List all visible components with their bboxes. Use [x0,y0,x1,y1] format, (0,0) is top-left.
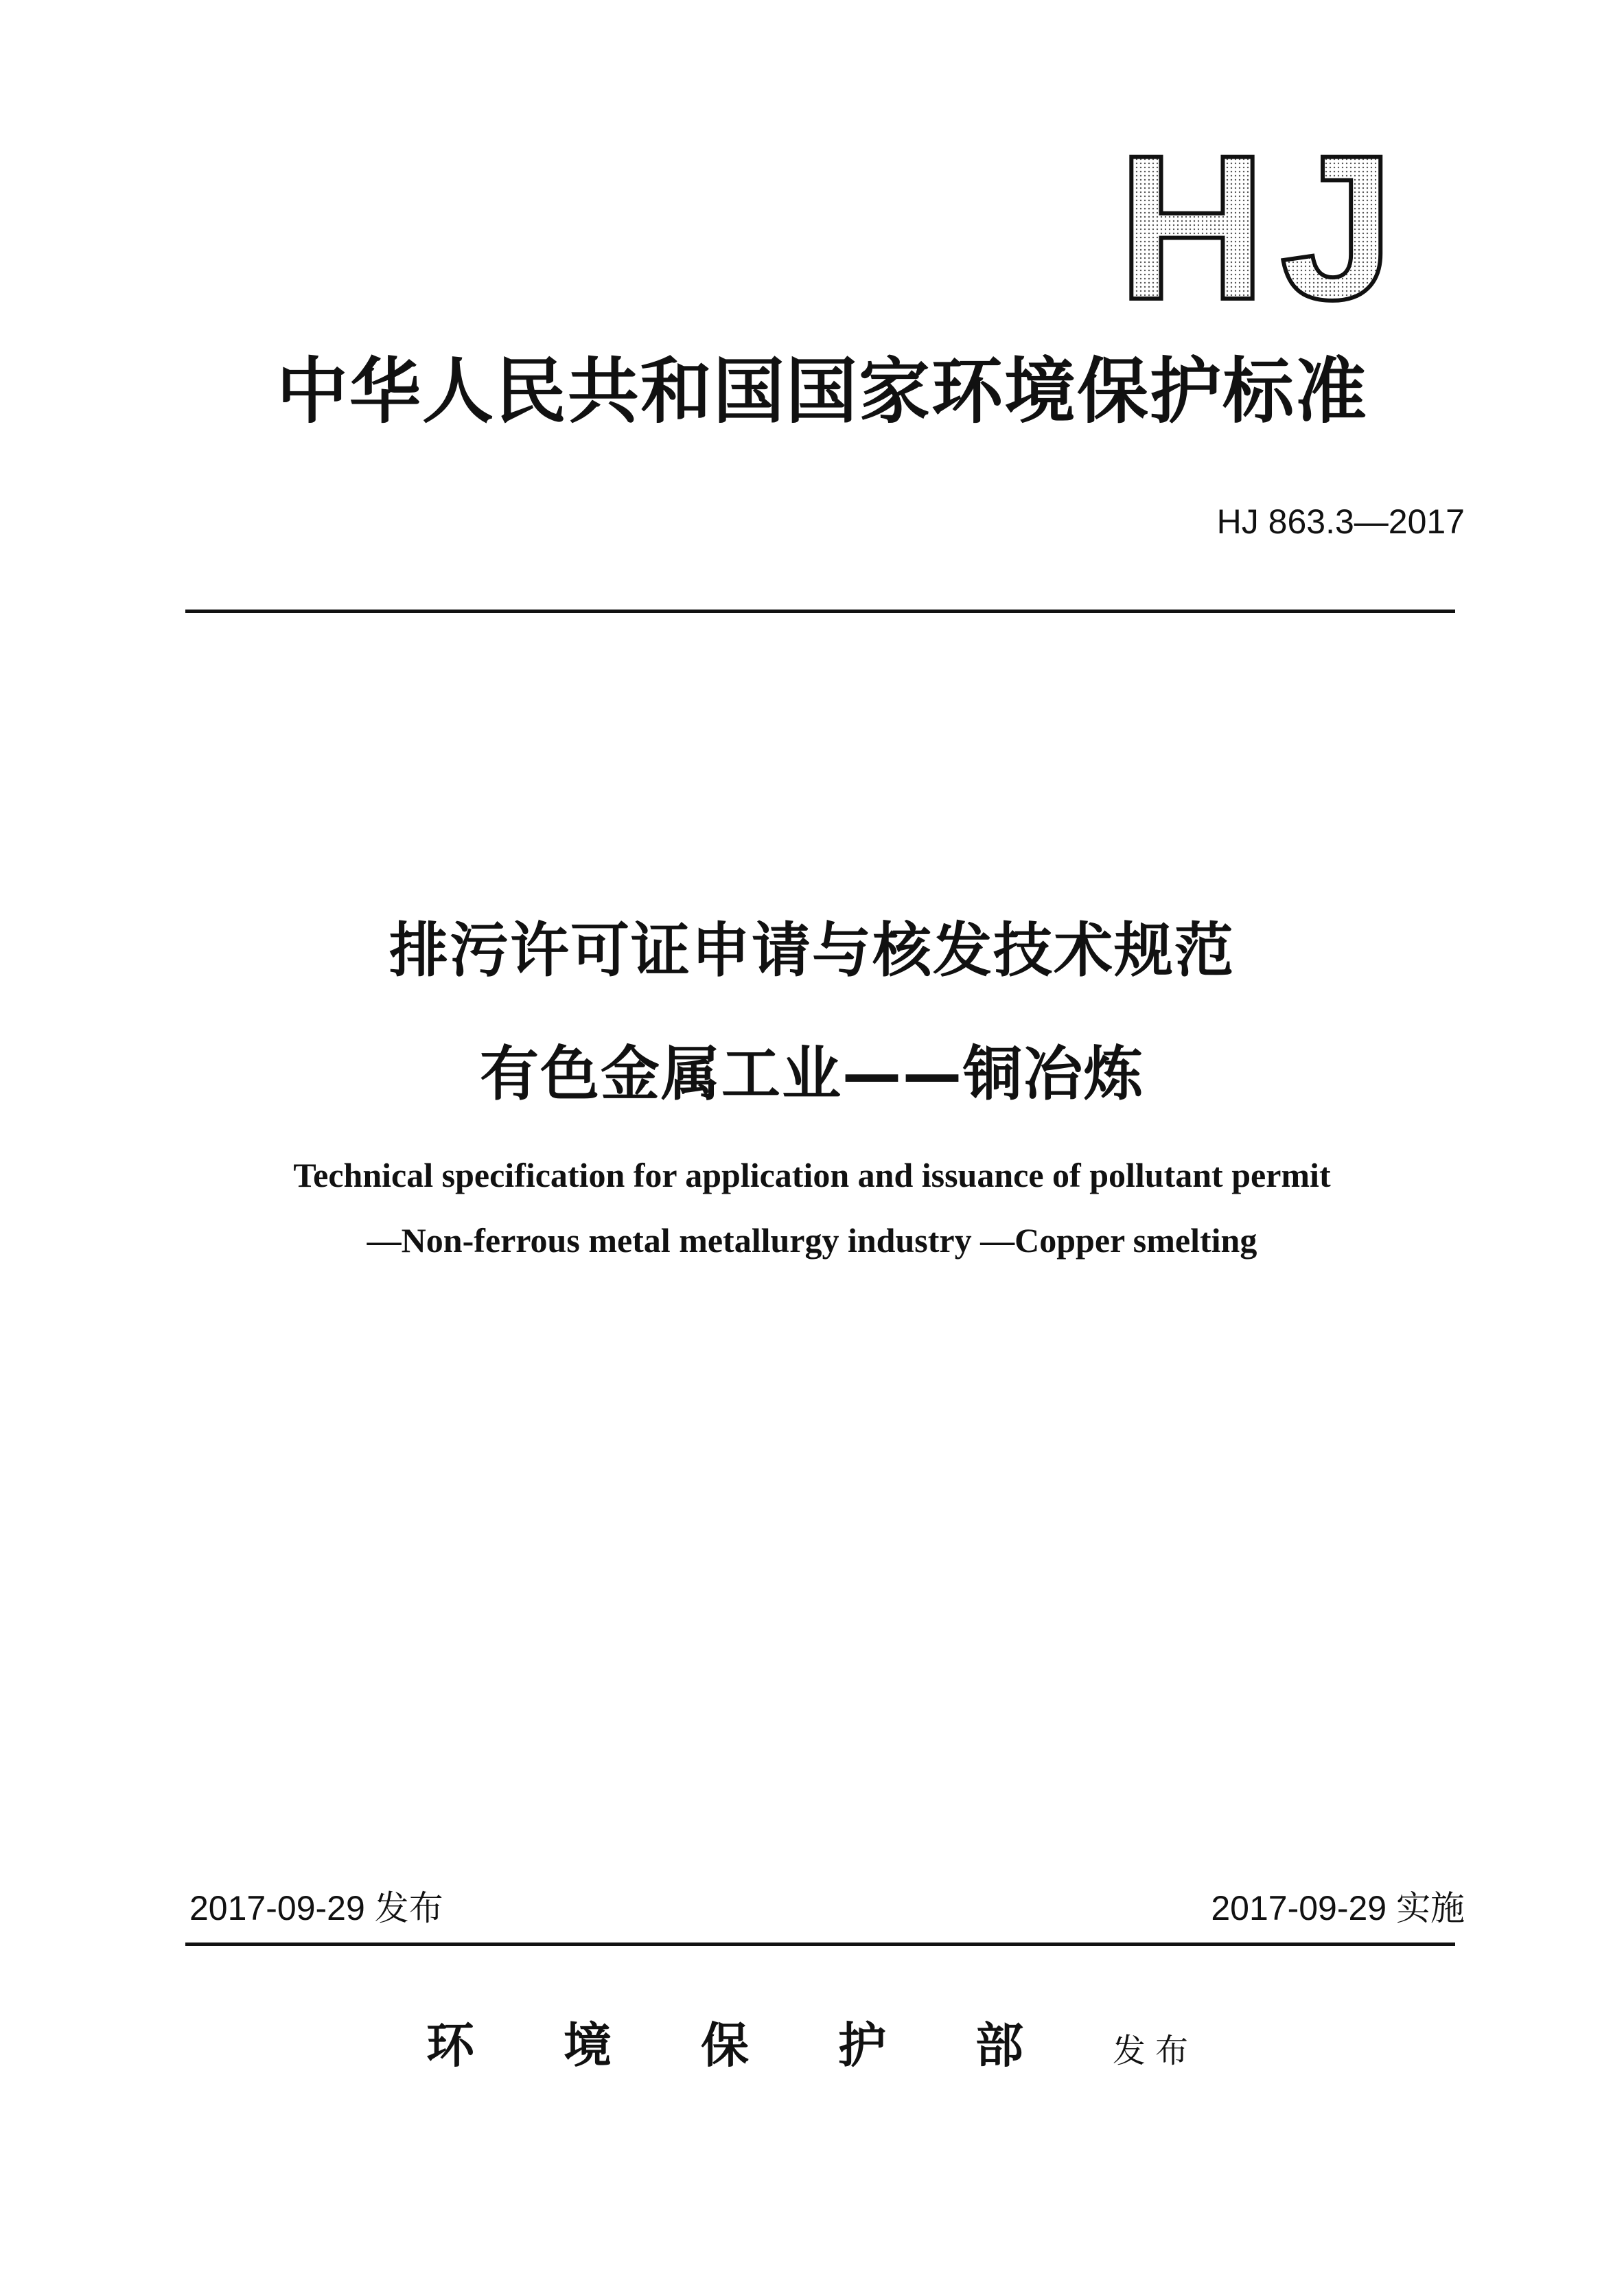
issuer-action: 发布 [1112,2032,1198,2070]
document-title-en-line-1: Technical specification for application and issuance of pollutant permit [293,1156,1331,1194]
hj-logo-text: HJ [1117,141,1408,305]
issuer-organization: 环境保护部 [426,2017,1113,2074]
issuer [0,2015,1624,2089]
release-date: 2017-09-29 发布 [189,1889,443,1927]
standard-code: HJ 863.3—2017 [1216,502,1465,541]
hj-logo [1102,141,1424,305]
standard-category-title: 中华人民共和国国家环境保护标准 [276,349,1368,433]
header-divider [185,610,1455,613]
implement-date: 2017-09-29 实施 [1211,1889,1465,1927]
footer-divider [185,1943,1455,1946]
document-title-line-1: 排污许可证申请与核发技术规范 [389,916,1235,985]
document-title-en-line-2: —Non-ferrous metal metallurgy industry —Copper smelting [367,1221,1257,1260]
document-title-line-2: 有色金属工业——铜冶炼 [480,1040,1144,1109]
